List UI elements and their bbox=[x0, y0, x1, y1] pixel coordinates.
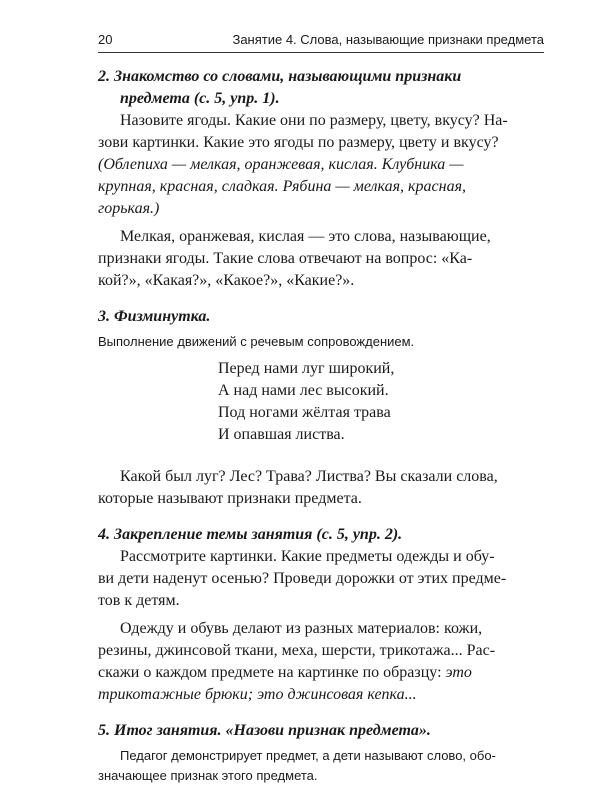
text-line: признаки ягоды. Такие слова отвечают на вопрос: «Ка- bbox=[98, 250, 473, 267]
text-line: зови картинки. Какие это ягоды по размеру, цвету и вкусу? bbox=[98, 134, 499, 151]
poem-line: Под ногами жёлтая трава bbox=[218, 404, 391, 421]
text-line: Какой был луг? Лес? Трава? Листва? Вы сказали слова, bbox=[120, 468, 498, 485]
section-2-paragraph-1 bbox=[98, 110, 544, 220]
text-line: Педагог демонстрирует предмет, а дети называют слово, обо- bbox=[120, 748, 496, 763]
section-4-paragraph-1 bbox=[98, 546, 544, 612]
section-5 bbox=[98, 720, 544, 786]
text-line bbox=[98, 662, 544, 684]
section-2 bbox=[98, 66, 544, 292]
section-4 bbox=[98, 524, 544, 706]
section-2-paragraph-2 bbox=[98, 226, 544, 292]
section-3-instruction: Выполнение движений с речевым сопровождением. bbox=[98, 334, 415, 349]
section-2-heading-line1: 2. Знакомство со словами, называющими признаки bbox=[98, 68, 462, 85]
text-line: Одежду и обувь делают из разных материалов: кожи, bbox=[120, 620, 483, 637]
example-text: это bbox=[445, 664, 472, 681]
text-line: Мелкая, оранжевая, кислая — это слова, называющие, bbox=[120, 228, 491, 245]
text-line: значающее признак этого предмета. bbox=[98, 768, 318, 783]
text-line: которые называют признаки предмета. bbox=[98, 490, 362, 507]
example-text: трикотажные брюки; это джинсовая кепка... bbox=[98, 686, 417, 703]
text-line: ви дети наденут осенью? Проведи дорожки от этих предме- bbox=[98, 570, 507, 587]
page-content bbox=[98, 66, 544, 786]
text-line: (Облепиха — мелкая, оранжевая, кислая. Клубника — bbox=[98, 156, 464, 173]
text-span: скажи о каждом предмете на картинке по образцу: bbox=[98, 664, 446, 681]
poem-line: И опавшая листва. bbox=[218, 426, 345, 443]
section-4-paragraph-2 bbox=[98, 618, 544, 706]
text-line: резины, джинсовой ткани, меха, шерсти, трикотажа... Рас- bbox=[98, 642, 496, 659]
section-5-heading: 5. Итог занятия. «Назови признак предмета». bbox=[98, 722, 431, 739]
page-number: 20 bbox=[98, 32, 113, 47]
text-line: кой?», «Какая?», «Какое?», «Какие?». bbox=[98, 272, 355, 289]
running-title: Занятие 4. Слова, называющие признаки предмета bbox=[232, 32, 544, 47]
text-line: горькая.) bbox=[98, 200, 160, 217]
section-3 bbox=[98, 306, 544, 510]
page-header bbox=[98, 28, 544, 53]
poem bbox=[218, 358, 544, 446]
poem-line: Перед нами луг широкий, bbox=[218, 360, 395, 377]
section-4-heading: 4. Закрепление темы занятия (с. 5, упр. 2). bbox=[98, 526, 403, 543]
section-2-heading-line2: предмета (с. 5, упр. 1). bbox=[120, 90, 280, 107]
section-5-paragraph bbox=[98, 746, 544, 786]
text-line: Рассмотрите картинки. Какие предметы одежды и обу- bbox=[120, 548, 495, 565]
text-line: Назовите ягоды. Какие они по размеру, цвету, вкусу? На- bbox=[120, 112, 508, 129]
poem-line: А над нами лес высокий. bbox=[218, 382, 389, 399]
section-3-question bbox=[98, 466, 544, 510]
section-3-heading: 3. Физминутка. bbox=[98, 308, 211, 325]
text-line: тов к детям. bbox=[98, 592, 180, 609]
text-line: крупная, красная, сладкая. Рябина — мелкая, красная, bbox=[98, 178, 466, 195]
